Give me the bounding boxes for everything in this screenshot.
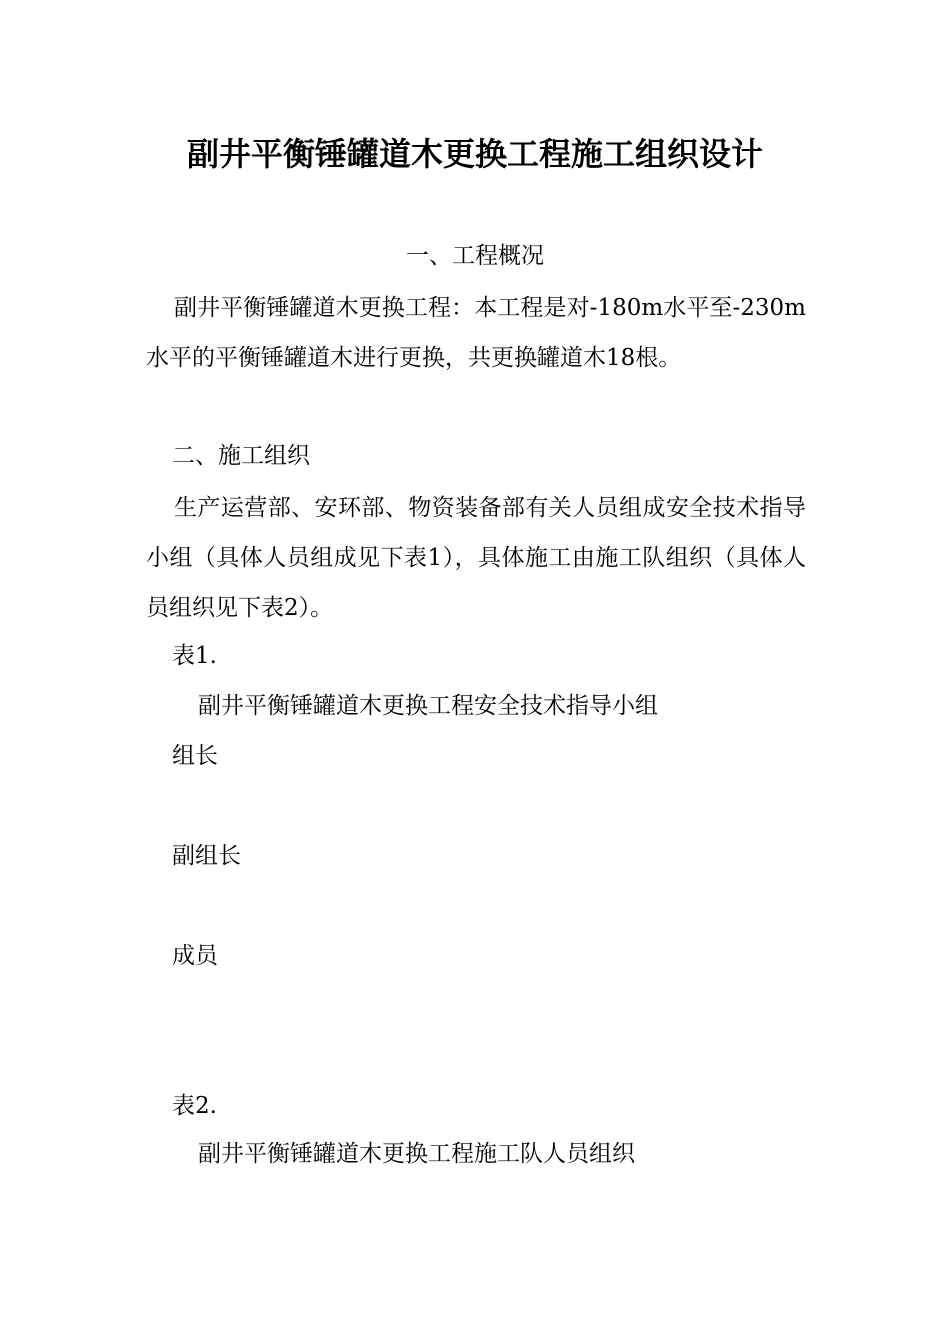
- organization-paragraph: 生产运营部、安环部、物资装备部有关人员组成安全技术指导小组（具体人员组成见下表1），具体施工由施工队组织（具体人员组织见下表2）。: [146, 495, 806, 621]
- table1-row-deputy-leader: 副组长: [172, 843, 241, 869]
- table1-title: 副井平衡锤罐道木更换工程安全技术指导小组: [198, 693, 658, 719]
- section-heading-overview: 一、工程概况: [406, 243, 544, 269]
- table2-title: 副井平衡锤罐道木更换工程施工队人员组织: [198, 1141, 635, 1167]
- overview-paragraph: 副井平衡锤罐道木更换工程：本工程是对-180m水平至-230m水平的平衡锤罐道木进行更换，共更换罐道木18根。: [146, 295, 806, 371]
- section-heading-organization: 二、施工组织: [172, 443, 310, 469]
- document-title: 副井平衡锤罐道木更换工程施工组织设计: [186, 135, 763, 173]
- table1-row-members: 成员: [172, 943, 218, 969]
- table1-row-leader: 组长: [172, 743, 218, 769]
- table2-label: 表2.: [172, 1093, 217, 1119]
- table1-label: 表1.: [172, 643, 217, 669]
